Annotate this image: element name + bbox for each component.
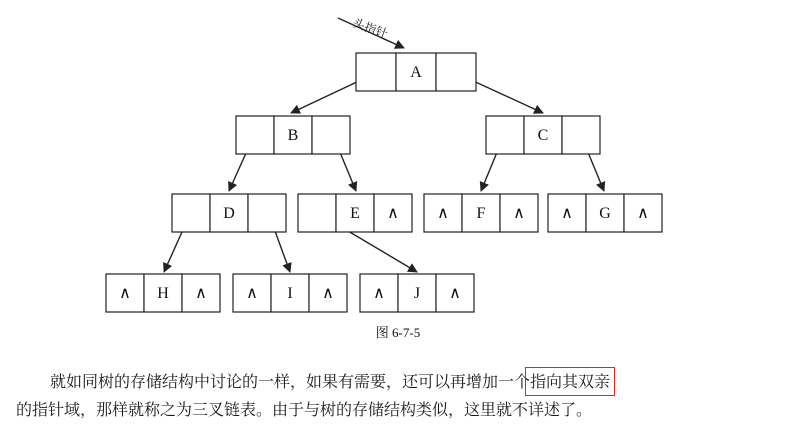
head-pointer <box>338 15 404 48</box>
node-g-right-null: ∧ <box>637 205 649 222</box>
tree-edges <box>164 73 604 272</box>
highlighted-phrase: 指向其双亲 <box>530 372 611 391</box>
node-h <box>106 274 220 312</box>
node-e <box>298 194 412 232</box>
figure-caption: 图 6-7-5 <box>375 325 421 340</box>
node-f-right-null: ∧ <box>513 205 525 222</box>
node-g-left-null: ∧ <box>561 205 573 222</box>
node-c-label: C <box>537 127 549 144</box>
head-pointer-label: 头指针 <box>350 15 390 42</box>
node-h-label: H <box>157 285 169 302</box>
node-j-label: J <box>413 285 421 302</box>
node-b-label: B <box>287 127 299 144</box>
node-a <box>356 53 476 91</box>
node-f <box>424 194 538 232</box>
node-f-label: F <box>476 205 486 222</box>
node-e-label: E <box>350 205 360 222</box>
node-g <box>548 194 662 232</box>
node-i-right-null: ∧ <box>322 285 334 302</box>
paragraph-line-2: 的指针域，那样就称之为三叉链表。由于与树的存储结构类似，这里就不详述了。 <box>16 400 593 419</box>
node-e-right-null: ∧ <box>387 205 399 222</box>
node-d <box>172 194 286 232</box>
node-h-left-null: ∧ <box>119 285 131 302</box>
node-b <box>236 116 350 154</box>
node-f-left-null: ∧ <box>437 205 449 222</box>
node-j-right-null: ∧ <box>449 285 461 302</box>
node-h-right-null: ∧ <box>195 285 207 302</box>
node-c <box>486 116 600 154</box>
node-d-label: D <box>223 205 235 222</box>
node-i-left-null: ∧ <box>246 285 258 302</box>
node-j <box>360 274 474 312</box>
node-i <box>233 274 347 312</box>
node-a-label: A <box>410 64 422 81</box>
paragraph-line-1-text: 就如同树的存储结构中讨论的一样，如果有需要，还可以再增加一个 <box>50 372 531 391</box>
paragraph-line-1 <box>16 368 786 396</box>
node-g-label: G <box>599 205 611 222</box>
node-j-left-null: ∧ <box>373 285 385 302</box>
node-i-label: I <box>287 285 293 302</box>
